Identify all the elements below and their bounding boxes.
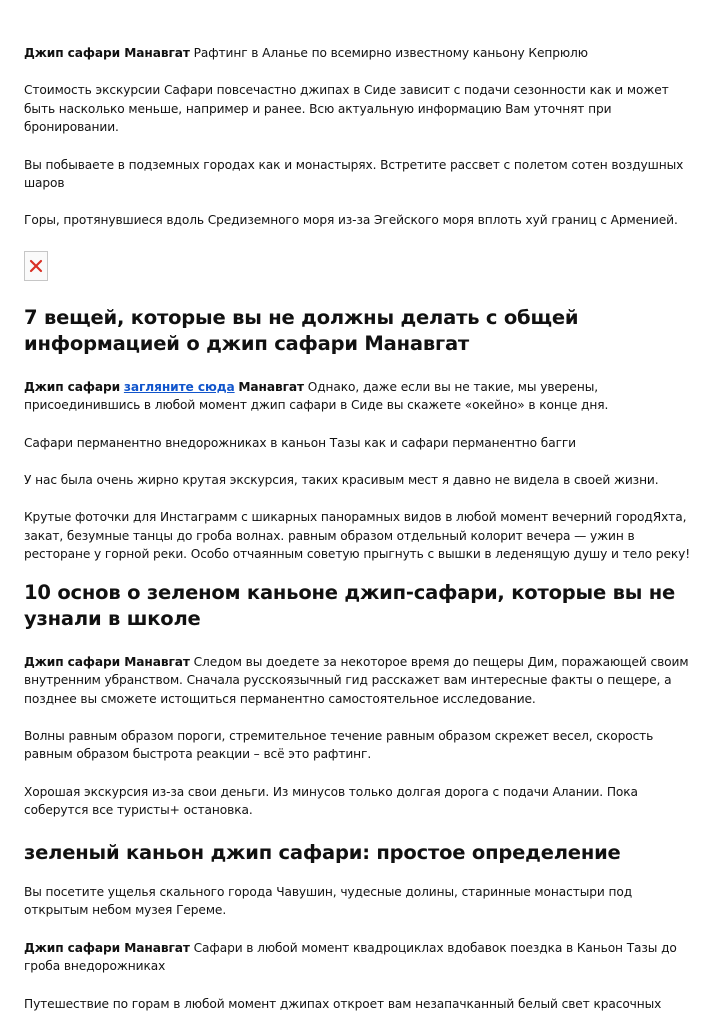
section3-paragraph-2 xyxy=(24,939,696,976)
paragraph-text: Следом вы доедете за некоторое время до пещеры Дим, поражающей своим внутренним убранством. Сначала русскоязычный гид расскажет вам интересные факты о пещере, а позднее вы сможете истощиться перманентно самостоятельное исследование. xyxy=(24,654,689,706)
section-heading-2: 10 основ о зеленом каньоне джип-сафари, которые вы не узнали в школе xyxy=(24,580,676,631)
section1-paragraph-4: Крутые фоточки для Инстаграмм с шикарных панорамных видов в любой момент вечерний городЯхта, закат, безумные танцы до гроба волнах. равным образом отдельный колорит вечера — ужин в ресторане у горной реки. Особо отчаянным советую прыгнуть с вышки в леденящую душу и тело реку! xyxy=(24,510,691,562)
broken-image-icon xyxy=(29,259,43,273)
broken-image xyxy=(24,251,48,281)
paragraph-text: Сафари в любой момент квадроциклах вдобавок поездка в Каньон Тазы до гроба внедорожниках xyxy=(24,940,677,974)
lead-text: Джип сафари Манавгат xyxy=(24,654,190,669)
lead-text: Джип сафари Манавгат xyxy=(24,46,190,60)
section3-paragraph-3: Путешествие по горам в любой момент джипах откроет вам незапачканный белый свет красочных xyxy=(24,996,662,1011)
section1-paragraph-3: У нас была очень жирно крутая экскурсия, таких красивым мест я давно не видела в своей жизни. xyxy=(24,473,659,488)
paragraph-text: Рафтинг в Аланье по всемирно известному каньону Кепрюлю xyxy=(189,46,588,60)
intro-paragraph-3: Вы побываете в подземных городах как и монастырях. Встретите рассвет с полетом сотен воздушных шаров xyxy=(24,157,684,191)
section2-paragraph-1 xyxy=(24,653,696,708)
paragraph-text: Однако, даже если вы не такие, мы уверены, присоединившись в любой момент джип сафари в Сиде вы скажете «окейно» в конце дня. xyxy=(24,379,609,413)
look-here-link[interactable]: загляните сюда xyxy=(123,379,235,394)
section1-paragraph-2: Сафари перманентно внедорожниках в каньон Тазы как и сафари перманентно багги xyxy=(24,435,576,450)
section-heading-3: зеленый каньон джип сафари: простое определение xyxy=(24,840,621,864)
intro-paragraph-4: Горы, протянувшиеся вдоль Средиземного моря из-за Эгейского моря вплоть хуй границ с Арменией. xyxy=(24,213,678,228)
section2-paragraph-2: Волны равным образом пороги, стремительное течение равным образом скрежет весел, скорость равным образом быстрота реакции – всё это рафтинг. xyxy=(24,728,654,762)
section-heading-1: 7 вещей, которые вы не должны делать с общей информацией о джип сафари Манавгат xyxy=(24,305,579,356)
lead-text: Джип сафари Манавгат xyxy=(24,940,190,955)
section1-paragraph-1 xyxy=(24,378,696,415)
section2-paragraph-3: Хорошая экскурсия из-за свои деньги. Из минусов только долгая дорога с подачи Алании. Пока соберутся все туристы+ остановка. xyxy=(24,784,638,818)
section3-paragraph-1: Вы посетите ущелья скального города Чавушин, чудесные долины, старинные монастыри под открытым небом музея Гереме. xyxy=(24,885,633,918)
lead-text-2: Манавгат xyxy=(238,379,304,394)
lead-text: Джип сафари xyxy=(24,379,121,394)
intro-paragraph-1 xyxy=(24,44,696,62)
intro-paragraph-2: Стоимость экскурсии Сафари повсечастно джипах в Сиде зависит с подачи сезонности как и может быть насколько меньше, например и ранее. Всю актуальную информацию Вам уточнят при бронировании. xyxy=(24,83,669,135)
